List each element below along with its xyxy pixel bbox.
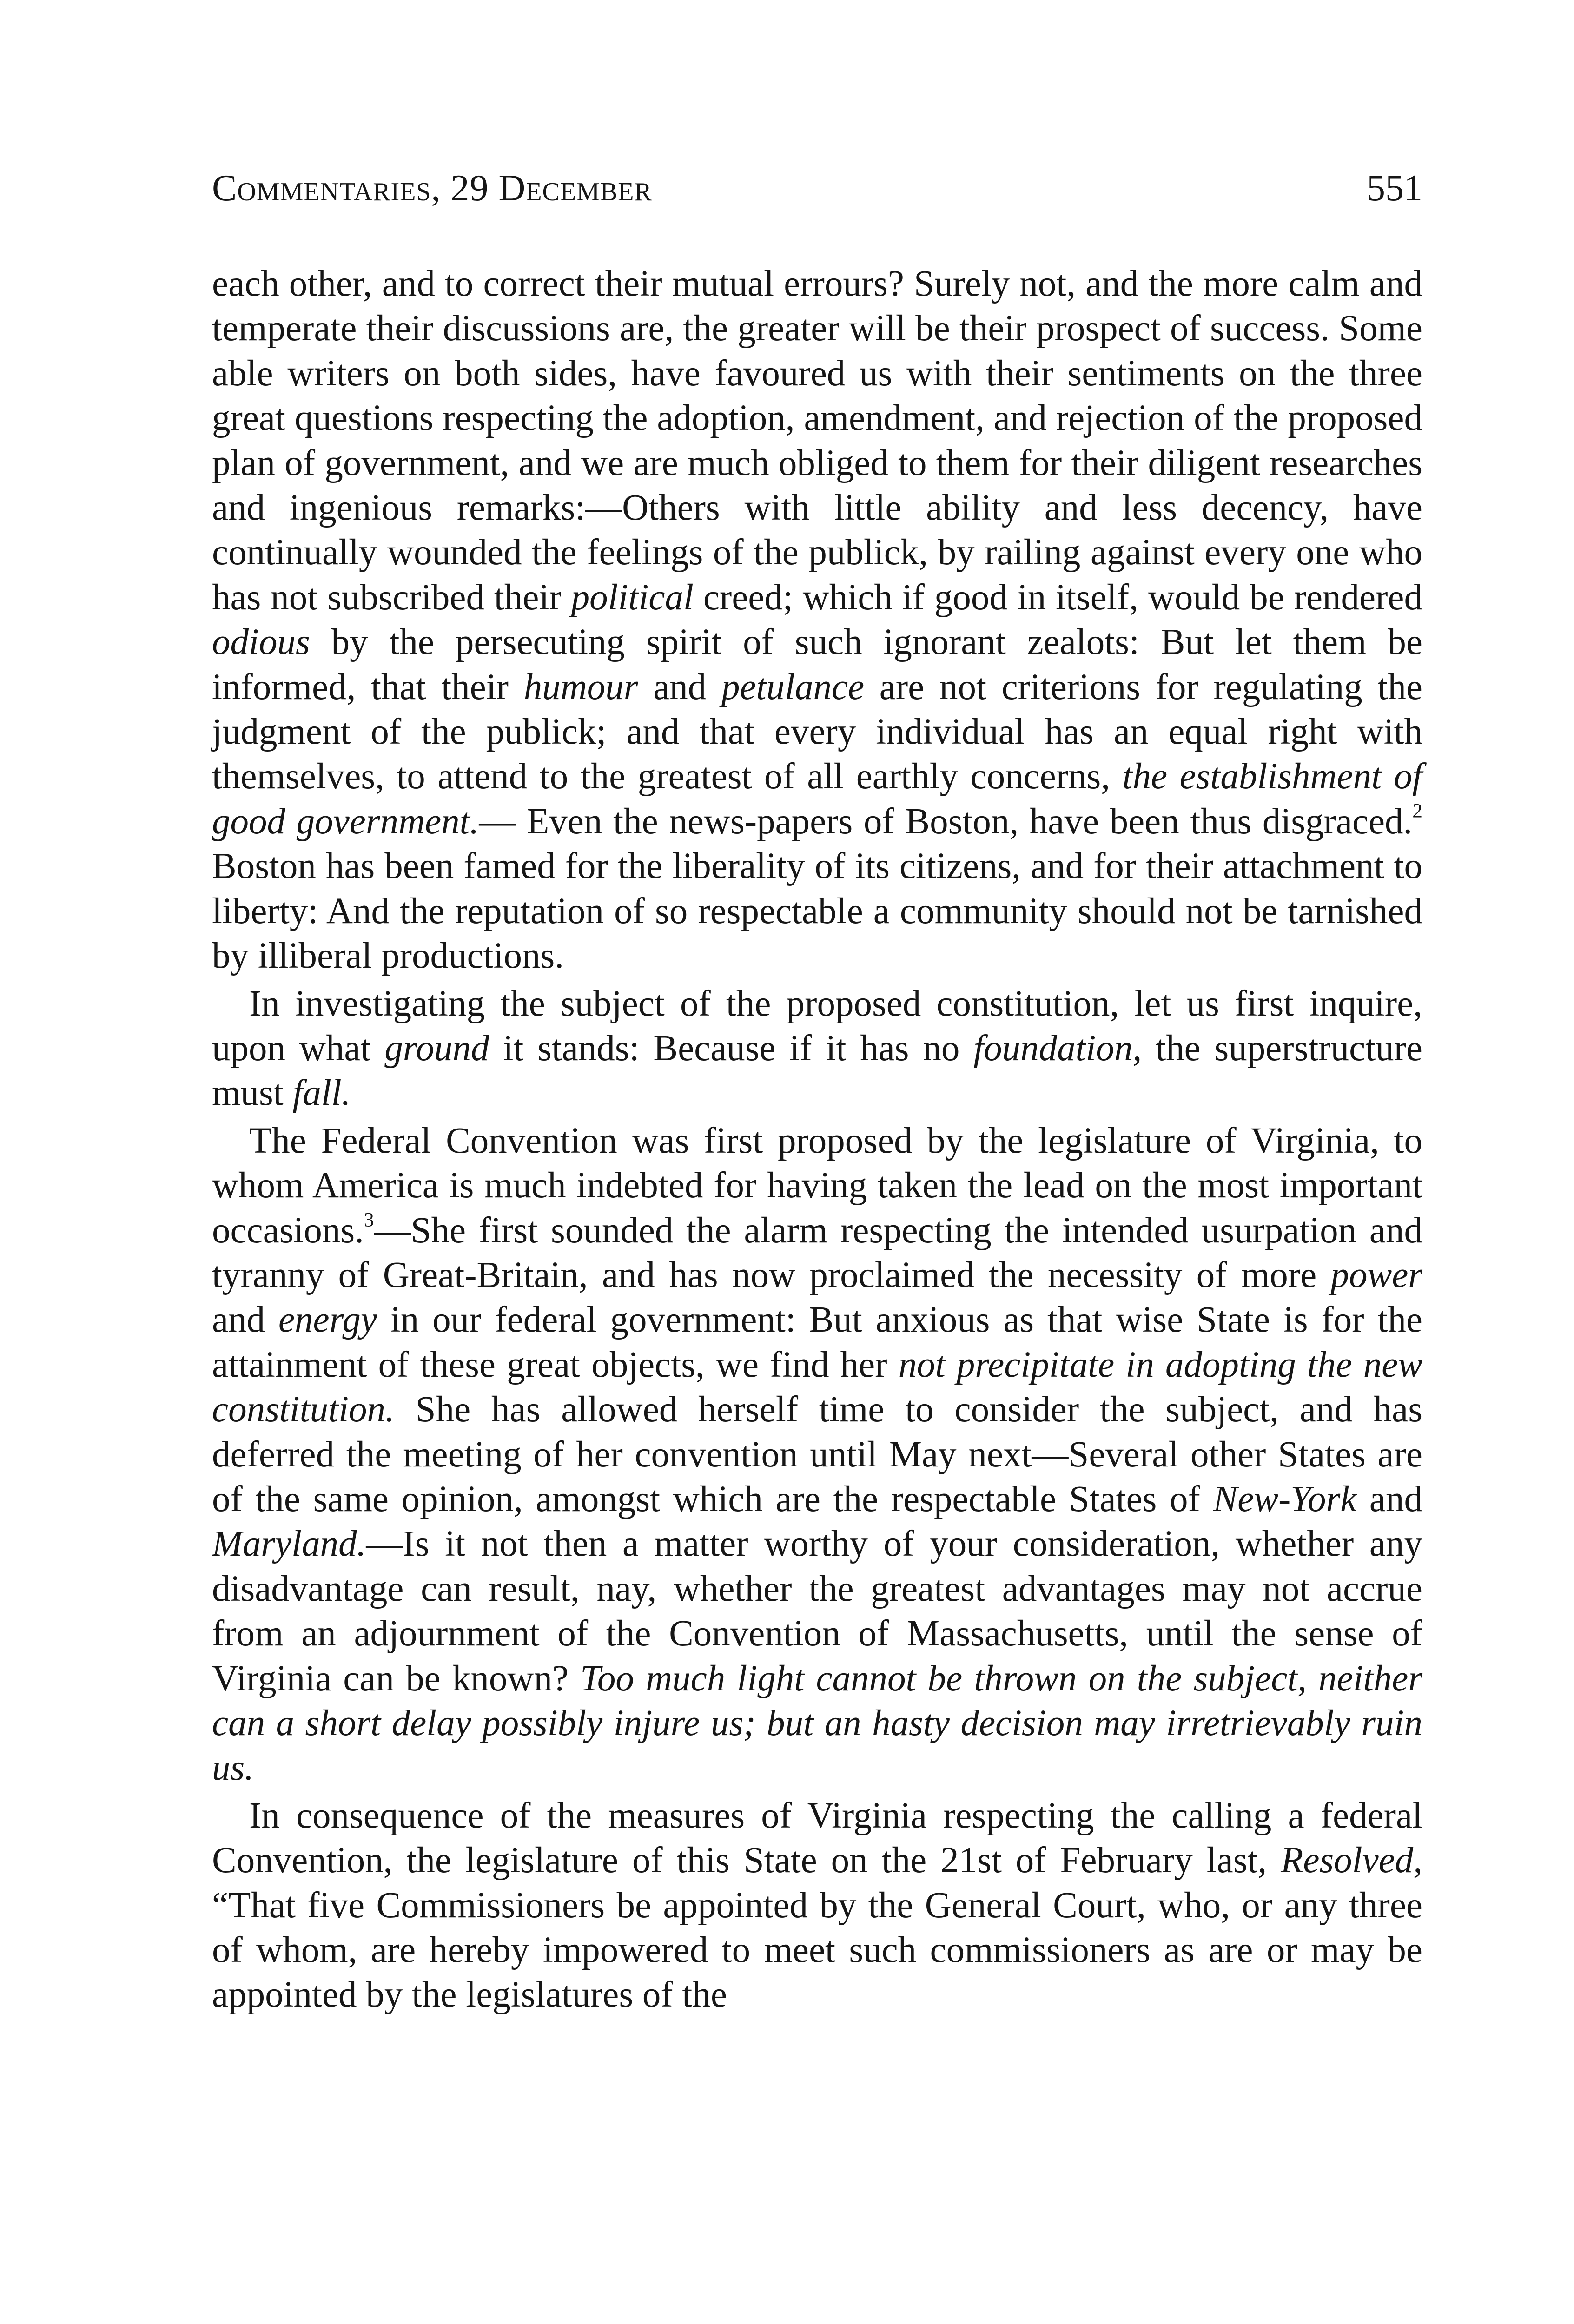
italic-run: not precipitate in adopting the new constitution.: [212, 1344, 1422, 1430]
text-run: are not criterions for regulating the judgment of the publick; and that every individual has an equal right with themselves, to attend to the greatest of all earthly concerns,: [212, 667, 1422, 797]
text-run: The Federal Convention was first proposed by the legislature of Virginia, to whom America is much indebted for having taken the lead on the most important occasions.: [212, 1120, 1422, 1251]
text-run: In consequence of the measures of Virginia respecting the calling a federal Convention, the legislature of this State on the 21st of February last,: [212, 1795, 1422, 1881]
italic-run: power: [1330, 1254, 1422, 1295]
footnote-marker: 3: [364, 1208, 374, 1231]
text-run: —She first sounded the alarm respecting the intended usurpation and tyranny of Great-Britain, and has now proclaimed the necessity of more: [212, 1210, 1422, 1295]
italic-run: fall.: [292, 1073, 351, 1114]
text-run: In investigating the subject of the proposed constitution, let us first inquire, upon what: [212, 983, 1422, 1069]
text-run: in our federal government: But anxious as that wise State is for the attainment of these great objects, we find her: [212, 1300, 1422, 1385]
page-number: 551: [1367, 168, 1422, 209]
italic-run: energy: [278, 1300, 377, 1340]
italic-run: ground: [384, 1028, 489, 1069]
paragraph-4: [212, 1794, 1422, 2018]
text-run: by the persecuting spirit of such ignorant zealots: But let them be informed, that their: [212, 622, 1422, 707]
italic-run: humour: [523, 667, 638, 707]
text-run: and: [212, 1300, 278, 1340]
footnote-marker: 2: [1412, 799, 1423, 822]
text-run: it stands: Because if it has no: [489, 1028, 974, 1069]
text-run: — Even the news-papers of Boston, have been thus disgraced.: [479, 801, 1413, 842]
text-run: “That five Commissioners be appointed by the General Court, who, or any three of whom, are hereby impowered to meet such commissioners as are or may be appointed by the legislatures of the: [212, 1885, 1422, 2015]
text-run: creed; which if good in itself, would be rendered: [693, 577, 1422, 618]
italic-run: petulance: [721, 667, 865, 707]
text-run: each other, and to correct their mutual errours? Surely not, and the more calm and temperate their discussions are, the greater will be their prospect of success. Some able writers on both sides, have favoured us with their sentiments on the three great questions respecting the adoption, amendment, and rejection of the proposed plan of government, and we are much obliged to them for their diligent researches and ingenious remarks:—Others with little ability and less decency, have continually wounded the feelings of the publick, by railing against every one who has not subscribed their: [212, 264, 1422, 618]
italic-run: New-York: [1213, 1479, 1357, 1519]
paragraph-2: [212, 982, 1422, 1116]
running-title: Commentaries, 29 December: [212, 168, 652, 209]
italic-run: the establishment of good government.: [212, 756, 1422, 842]
italic-run: foundation,: [973, 1028, 1142, 1069]
text-run: the superstructure must: [212, 1028, 1422, 1114]
italic-run: Too much light cannot be thrown on the subject, neither can a short delay possibly injure us; but an hasty decision may irretrievably ruin us.: [212, 1658, 1423, 1789]
italic-run: political: [571, 577, 694, 618]
text-run: and: [1356, 1479, 1422, 1519]
text-run: and: [638, 667, 721, 707]
body-text: [212, 262, 1422, 2018]
paragraph-1: [212, 262, 1422, 979]
text-run: She has allowed herself time to consider the subject, and has deferred the meeting of her convention until May next—Several other States are of the same opinion, amongst which are the respectable States of: [212, 1389, 1422, 1519]
italic-run: odious: [212, 622, 310, 663]
running-head: [212, 165, 1422, 211]
italic-run: Resolved,: [1281, 1840, 1422, 1881]
text-run: Boston has been famed for the liberality of its citizens, and for their attachment to liberty: And the reputation of so respectable a community should not be tarnished by illiberal productions.: [212, 846, 1422, 977]
text-run: —Is it not then a matter worthy of your consideration, whether any disadvantage can result, nay, whether the greatest advantages may not accrue from an adjournment of the Convention of Massachusetts, until the sense of Virginia can be known?: [212, 1524, 1422, 1699]
paragraph-3: [212, 1119, 1422, 1791]
italic-run: Maryland.: [212, 1524, 366, 1565]
